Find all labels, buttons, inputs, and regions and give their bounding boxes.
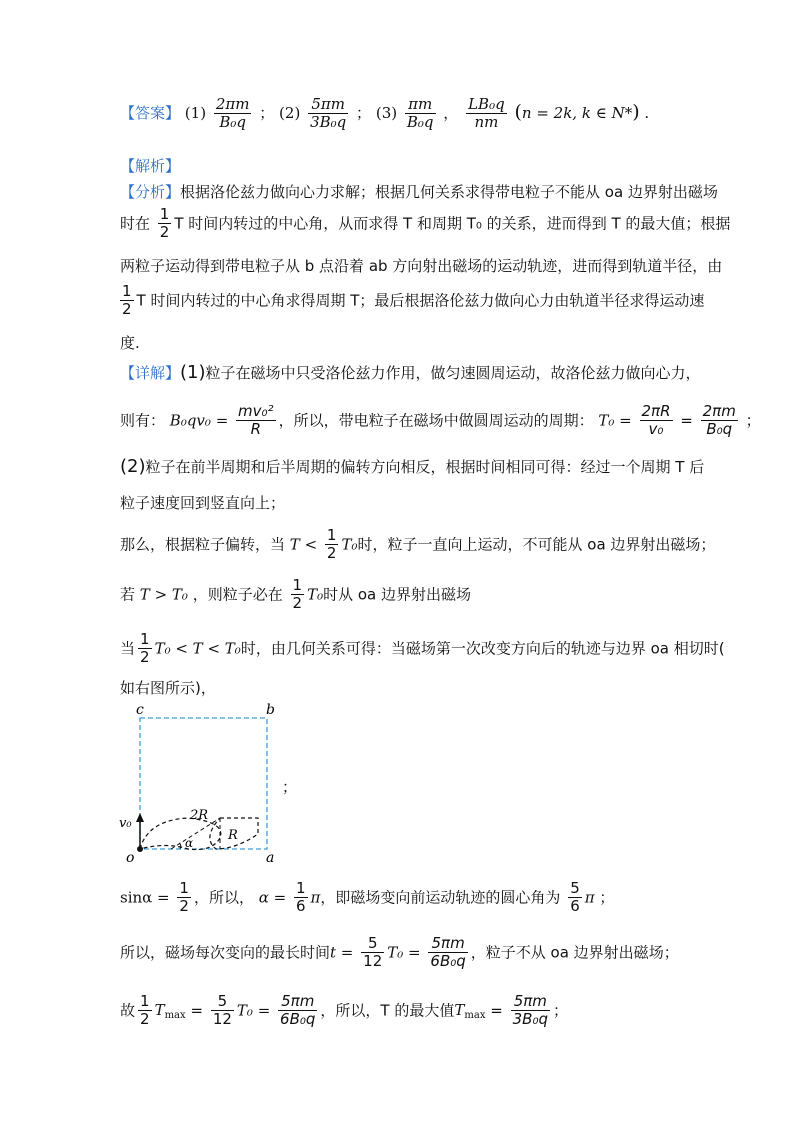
label-b: b bbox=[266, 702, 275, 718]
result-fraction: $\frac{5\pi m}{\text{3B₀q}}$ bbox=[512, 992, 548, 1029]
detail-text-11c: ； bbox=[552, 1001, 568, 1020]
alpha-fraction: $\frac{1}{6}$ bbox=[296, 879, 306, 916]
figure-semicolon: ； bbox=[282, 778, 298, 796]
label-2R: 2R bbox=[190, 808, 209, 823]
detail-line-6 bbox=[120, 577, 471, 613]
fenxi-text-2a: 时在 bbox=[120, 214, 151, 233]
analysis-line-5: 度. bbox=[120, 334, 140, 352]
t-fraction-2: $\frac{5\pi m}{\text{6B₀q}}$ bbox=[280, 992, 316, 1029]
equals: = bbox=[680, 411, 693, 430]
detail-line-9 bbox=[120, 880, 614, 916]
answer-2: $\frac{5\pi m}{\text{3B₀q}}$ bbox=[310, 95, 347, 132]
t-fraction-2: $\frac{5\pi m}{\text{6B₀q}}$ bbox=[430, 934, 466, 971]
detail-line-2 bbox=[120, 403, 761, 439]
label-alpha: α bbox=[185, 836, 194, 850]
analysis-line-4 bbox=[120, 283, 704, 319]
fenxi-text-2b: T 时间内转过的中心角，从而求得 T 和周期 T₀ 的关系，进而得到 T 的最大值；根据 bbox=[174, 214, 731, 233]
detail-text-9a: ，所以， bbox=[193, 888, 254, 907]
T0-fraction-2: $\frac{2\pi m}{\text{B₀q}}$ bbox=[702, 402, 736, 439]
half-fraction: $\frac{1}{2}$ bbox=[292, 576, 303, 613]
analysis-tag: 【解析】 bbox=[120, 157, 181, 175]
fenxi-text-1: 根据洛伦兹力做向心力求解；根据几何关系求得带电粒子不能从 oa 边界射出磁场 bbox=[180, 183, 718, 201]
detail-line-3 bbox=[120, 456, 704, 477]
detail-text-1: 粒子在磁场中只受洛伦兹力作用，做匀速圆周运动，故洛伦兹力做向心力， bbox=[205, 364, 701, 382]
tmax-2: $T_{max}$ bbox=[454, 1001, 486, 1022]
answer-3a: $\frac{\pi m}{\text{B₀q}}$ bbox=[406, 95, 434, 132]
comma: ， bbox=[443, 103, 459, 122]
answer-num-1: (1) bbox=[184, 103, 207, 122]
detail-line-1 bbox=[120, 362, 701, 383]
eq1-lhs: B₀qv₀ = bbox=[169, 411, 229, 430]
label-c: c bbox=[136, 702, 144, 718]
detail-text-9c: ； bbox=[599, 888, 615, 907]
answer-num-3: (3) bbox=[375, 103, 398, 122]
equals: = bbox=[190, 1001, 204, 1020]
T0-5: T₀ bbox=[341, 535, 358, 554]
sin-fraction: $\frac{1}{2}$ bbox=[179, 879, 189, 916]
eq1-fraction: $\frac{\text{mv₀²}}{R}$ bbox=[238, 402, 274, 439]
detail-text-6a: 若 bbox=[120, 585, 136, 604]
detail-text-7b: 时，由几何关系可得：当磁场第一次改变方向后的轨迹与边界 oa 相切时( bbox=[240, 639, 725, 658]
detail-line-4: 粒子速度回到竖直向上； bbox=[120, 494, 286, 512]
t-T0: T₀ = bbox=[236, 1001, 271, 1020]
sin-lhs: sinα = bbox=[120, 888, 170, 907]
detail-tag: 【详解】 bbox=[120, 364, 181, 382]
t-T0: T₀ = bbox=[387, 943, 421, 962]
answer-1: $\frac{2\pi m}{\text{B₀q}}$ bbox=[215, 95, 250, 132]
t-fraction: $\frac{5}{12}$ bbox=[363, 934, 383, 971]
detail-text-10a: 所以，磁场每次变向的最长时间 bbox=[120, 943, 331, 962]
ineq-7: T₀ < T < T₀ bbox=[154, 639, 241, 658]
answer-tag: 【答案】 bbox=[120, 103, 181, 122]
detail-text-11b: ，所以，T 的最大值 bbox=[320, 1001, 455, 1020]
detail-line-8: 如右图所示)， bbox=[120, 679, 216, 697]
half-fraction: $\frac{1}{2}$ bbox=[140, 630, 150, 667]
tmax-1: $T_{max}$ bbox=[154, 1001, 186, 1022]
analysis-line-2 bbox=[120, 206, 730, 242]
detail-text-2a: 则有： bbox=[120, 411, 166, 430]
T0-lhs: T₀ = bbox=[598, 411, 632, 430]
fenxi-tag: 【分析】 bbox=[120, 183, 181, 201]
detail-text-2b: ，所以，带电粒子在磁场中做圆周运动的周期： bbox=[278, 411, 594, 430]
detail-text-5b: 时，粒子一直向上运动，不可能从 oa 边界射出磁场； bbox=[357, 535, 716, 554]
label-a: a bbox=[266, 850, 275, 864]
detail-text-9b: ，即磁场变向前运动轨迹的圆心角为 bbox=[320, 888, 561, 907]
detail-line-10 bbox=[120, 935, 679, 971]
t-fraction: $\frac{5}{12}$ bbox=[212, 992, 232, 1029]
answer-num-2: (2) bbox=[279, 103, 301, 122]
fenxi-text-4b: T 时间内转过的中心角求得周期 T；最后根据洛伦兹力做向心力由轨道半径求得运动速 bbox=[136, 291, 705, 310]
answer-line: 【答案】 (1) $\frac{2\pi m}{\text{B₀q}}$ ； (2) $\frac{5\pi m}{\text{3B₀q}}$ ； (3) $\frac{\pi m}{\text{B₀q}}$ ， $\frac{\text{LB₀q}}{nm}$ (n = 2k, k ∈ N*) . bbox=[120, 95, 650, 132]
T0-fraction-1: $\frac{2\pi R}{\text{v₀}}$ bbox=[641, 402, 671, 439]
alpha-lhs: α = bbox=[258, 888, 287, 907]
detail-num-2: (2) bbox=[120, 456, 146, 477]
half-fraction: $\frac{1}{2}$ bbox=[326, 526, 337, 563]
t-lhs: t = bbox=[330, 943, 354, 962]
half-fraction: $\frac{1}{2}$ bbox=[159, 205, 170, 242]
angle-fraction: $\frac{5}{6}$ bbox=[570, 879, 580, 916]
answer-condition: n = 2k, k ∈ N* bbox=[521, 103, 633, 122]
detail-text-3: 粒子在前半周期和后半周期的偏转方向相反，根据时间相同可得：经过一个周期 T 后 bbox=[145, 458, 705, 476]
period: . bbox=[644, 103, 650, 122]
analysis-line-3: 两粒子运动得到带电粒子从 b 点沿着 ab 方向射出磁场的运动轨迹，进而得到轨道半径，由 bbox=[120, 257, 723, 275]
separator: ； bbox=[356, 103, 372, 122]
ineq-6: T > T₀ bbox=[139, 585, 188, 604]
ineq-5: T < bbox=[289, 535, 318, 554]
field-boundary bbox=[140, 718, 267, 849]
detail-num-1: (1) bbox=[180, 362, 206, 383]
detail-text-6c: 时从 oa 边界射出磁场 bbox=[323, 585, 471, 604]
detail-line-7 bbox=[120, 631, 725, 667]
equals: = bbox=[490, 1001, 503, 1020]
label-v0: v₀ bbox=[119, 816, 132, 831]
point-o bbox=[137, 846, 143, 852]
detail-line-11 bbox=[120, 993, 568, 1029]
detail-text-7a: 当 bbox=[120, 639, 136, 658]
separator: ； bbox=[259, 103, 275, 122]
magnetic-field-diagram bbox=[116, 702, 306, 864]
pi: π bbox=[310, 888, 321, 907]
label-R: R bbox=[228, 828, 238, 843]
detail-text-5a: 那么，根据粒子偏转，当 bbox=[120, 535, 286, 554]
half-fraction: $\frac{1}{2}$ bbox=[122, 282, 132, 319]
detail-text-6b: ，则粒子必在 bbox=[192, 585, 283, 604]
half-fraction: $\frac{1}{2}$ bbox=[140, 992, 150, 1029]
detail-text-11a: 故 bbox=[120, 1001, 136, 1020]
label-o: o bbox=[126, 850, 135, 864]
analysis-line-1 bbox=[120, 181, 718, 202]
detail-line-5 bbox=[120, 527, 715, 563]
velocity-arrowhead bbox=[136, 813, 144, 822]
pi: π bbox=[584, 888, 595, 907]
answer-3b: $\frac{\text{LB₀q}}{nm}$ bbox=[468, 95, 505, 132]
detail-text-10b: ，粒子不从 oa 边界射出磁场； bbox=[470, 943, 679, 962]
T0-6: T₀ bbox=[307, 585, 324, 604]
semicolon: ； bbox=[745, 411, 761, 430]
